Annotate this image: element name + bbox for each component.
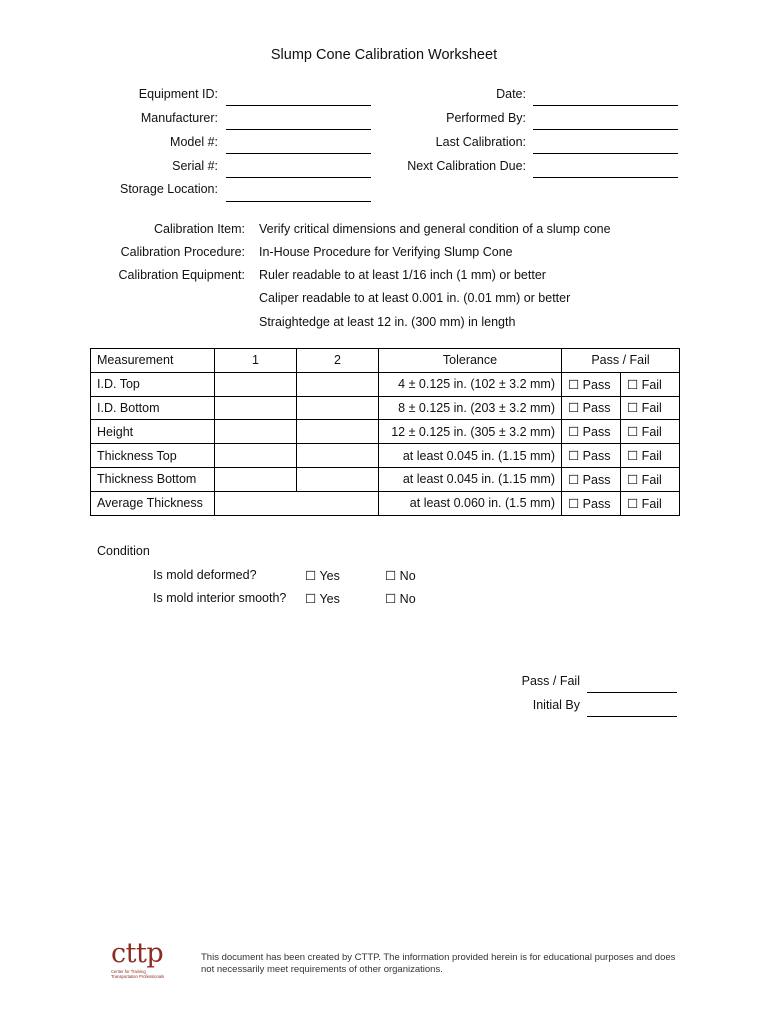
footer-disclaimer: This document has been created by CTTP. The information provided herein is for educational purposes and does not necessarily meet requirements of other organizations. bbox=[201, 952, 676, 975]
measurement-table bbox=[90, 348, 680, 516]
pass-fail-field[interactable] bbox=[587, 680, 677, 693]
calibration-procedure-label: Calibration Procedure: bbox=[120, 245, 245, 259]
tolerance-cell: at least 0.045 in. (1.15 mm) bbox=[379, 444, 562, 468]
table-row bbox=[91, 491, 680, 515]
performed-by-label: Performed By: bbox=[446, 111, 526, 125]
calibration-procedure-value: In-House Procedure for Verifying Slump Cone bbox=[259, 245, 513, 259]
table-row bbox=[91, 420, 680, 444]
header-measurement-1: 1 bbox=[215, 349, 297, 373]
initial-by-field[interactable] bbox=[587, 704, 677, 717]
storage-location-field[interactable] bbox=[226, 189, 371, 202]
table-row bbox=[91, 467, 680, 491]
equipment-id-field[interactable] bbox=[226, 93, 371, 106]
storage-location-label: Storage Location: bbox=[120, 182, 218, 196]
model-label: Model #: bbox=[170, 135, 218, 149]
measurement-1-cell[interactable] bbox=[215, 396, 297, 420]
condition-heading: Condition bbox=[97, 544, 150, 558]
tolerance-cell: 12 ± 0.125 in. (305 ± 3.2 mm) bbox=[379, 420, 562, 444]
table-row bbox=[91, 444, 680, 468]
fail-checkbox[interactable]: ☐ Fail bbox=[621, 467, 680, 491]
measurement-2-cell[interactable] bbox=[297, 396, 379, 420]
serial-label: Serial #: bbox=[172, 159, 218, 173]
row-name: Thickness Bottom bbox=[91, 467, 215, 491]
calibration-equipment-ruler: Ruler readable to at least 1/16 inch (1 mm) or better bbox=[259, 268, 546, 282]
fail-checkbox[interactable]: ☐ Fail bbox=[621, 420, 680, 444]
cttp-logo: cttp Center for Training Transportation Professionals bbox=[111, 938, 165, 979]
equipment-id-label: Equipment ID: bbox=[138, 87, 218, 101]
mold-deformed-no-checkbox[interactable]: ☐ No bbox=[385, 569, 416, 583]
performed-by-field[interactable] bbox=[533, 117, 678, 130]
fail-checkbox[interactable]: ☐ Fail bbox=[621, 396, 680, 420]
pass-checkbox[interactable]: ☐ Pass bbox=[562, 396, 621, 420]
calibration-equipment-label: Calibration Equipment: bbox=[118, 268, 245, 282]
serial-field[interactable] bbox=[226, 165, 371, 178]
last-calibration-field[interactable] bbox=[533, 141, 678, 154]
next-calibration-due-label: Next Calibration Due: bbox=[407, 159, 526, 173]
mold-deformed-question: Is mold deformed? bbox=[153, 568, 257, 582]
measurement-1-cell[interactable] bbox=[215, 420, 297, 444]
last-calibration-label: Last Calibration: bbox=[435, 135, 526, 149]
pass-checkbox[interactable]: ☐ Pass bbox=[562, 491, 621, 515]
row-name: Average Thickness bbox=[91, 491, 215, 515]
header-pass-fail: Pass / Fail bbox=[562, 349, 680, 373]
table-header-row bbox=[91, 349, 680, 373]
mold-deformed-yes-checkbox[interactable]: ☐ Yes bbox=[305, 569, 340, 583]
row-name: I.D. Bottom bbox=[91, 396, 215, 420]
measurement-1-cell[interactable] bbox=[215, 467, 297, 491]
measurement-2-cell[interactable] bbox=[297, 372, 379, 396]
pass-checkbox[interactable]: ☐ Pass bbox=[562, 372, 621, 396]
measurement-1-cell[interactable] bbox=[215, 444, 297, 468]
page-title: Slump Cone Calibration Worksheet bbox=[270, 47, 498, 63]
calibration-item-label: Calibration Item: bbox=[153, 222, 245, 236]
table-row bbox=[91, 396, 680, 420]
mold-smooth-yes-checkbox[interactable]: ☐ Yes bbox=[305, 592, 340, 606]
calibration-equipment-caliper: Caliper readable to at least 0.001 in. (0.01 mm) or better bbox=[259, 291, 571, 305]
next-calibration-due-field[interactable] bbox=[533, 165, 678, 178]
measurement-2-cell[interactable] bbox=[297, 467, 379, 491]
pass-checkbox[interactable]: ☐ Pass bbox=[562, 420, 621, 444]
measurement-2-cell[interactable] bbox=[297, 420, 379, 444]
date-label: Date: bbox=[496, 87, 526, 101]
mold-smooth-no-checkbox[interactable]: ☐ No bbox=[385, 592, 416, 606]
mold-smooth-question: Is mold interior smooth? bbox=[153, 591, 287, 605]
measurement-2-cell[interactable] bbox=[297, 444, 379, 468]
measurement-1-cell[interactable] bbox=[215, 372, 297, 396]
fail-checkbox[interactable]: ☐ Fail bbox=[621, 491, 680, 515]
header-measurement: Measurement bbox=[91, 349, 215, 373]
manufacturer-label: Manufacturer: bbox=[140, 111, 218, 125]
fail-checkbox[interactable]: ☐ Fail bbox=[621, 444, 680, 468]
header-measurement-2: 2 bbox=[297, 349, 379, 373]
pass-fail-label: Pass / Fail bbox=[521, 674, 580, 688]
header-tolerance: Tolerance bbox=[379, 349, 562, 373]
pass-checkbox[interactable]: ☐ Pass bbox=[562, 467, 621, 491]
manufacturer-field[interactable] bbox=[226, 117, 371, 130]
row-name: Height bbox=[91, 420, 215, 444]
row-name: I.D. Top bbox=[91, 372, 215, 396]
table-row bbox=[91, 372, 680, 396]
calibration-equipment-straightedge: Straightedge at least 12 in. (300 mm) in length bbox=[259, 315, 516, 329]
date-field[interactable] bbox=[533, 93, 678, 106]
fail-checkbox[interactable]: ☐ Fail bbox=[621, 372, 680, 396]
tolerance-cell: at least 0.060 in. (1.5 mm) bbox=[379, 491, 562, 515]
tolerance-cell: 8 ± 0.125 in. (203 ± 3.2 mm) bbox=[379, 396, 562, 420]
average-thickness-cell[interactable] bbox=[215, 491, 379, 515]
initial-by-label: Initial By bbox=[532, 698, 580, 712]
tolerance-cell: 4 ± 0.125 in. (102 ± 3.2 mm) bbox=[379, 372, 562, 396]
row-name: Thickness Top bbox=[91, 444, 215, 468]
model-field[interactable] bbox=[226, 141, 371, 154]
tolerance-cell: at least 0.045 in. (1.15 mm) bbox=[379, 467, 562, 491]
calibration-item-value: Verify critical dimensions and general condition of a slump cone bbox=[259, 222, 611, 236]
pass-checkbox[interactable]: ☐ Pass bbox=[562, 444, 621, 468]
